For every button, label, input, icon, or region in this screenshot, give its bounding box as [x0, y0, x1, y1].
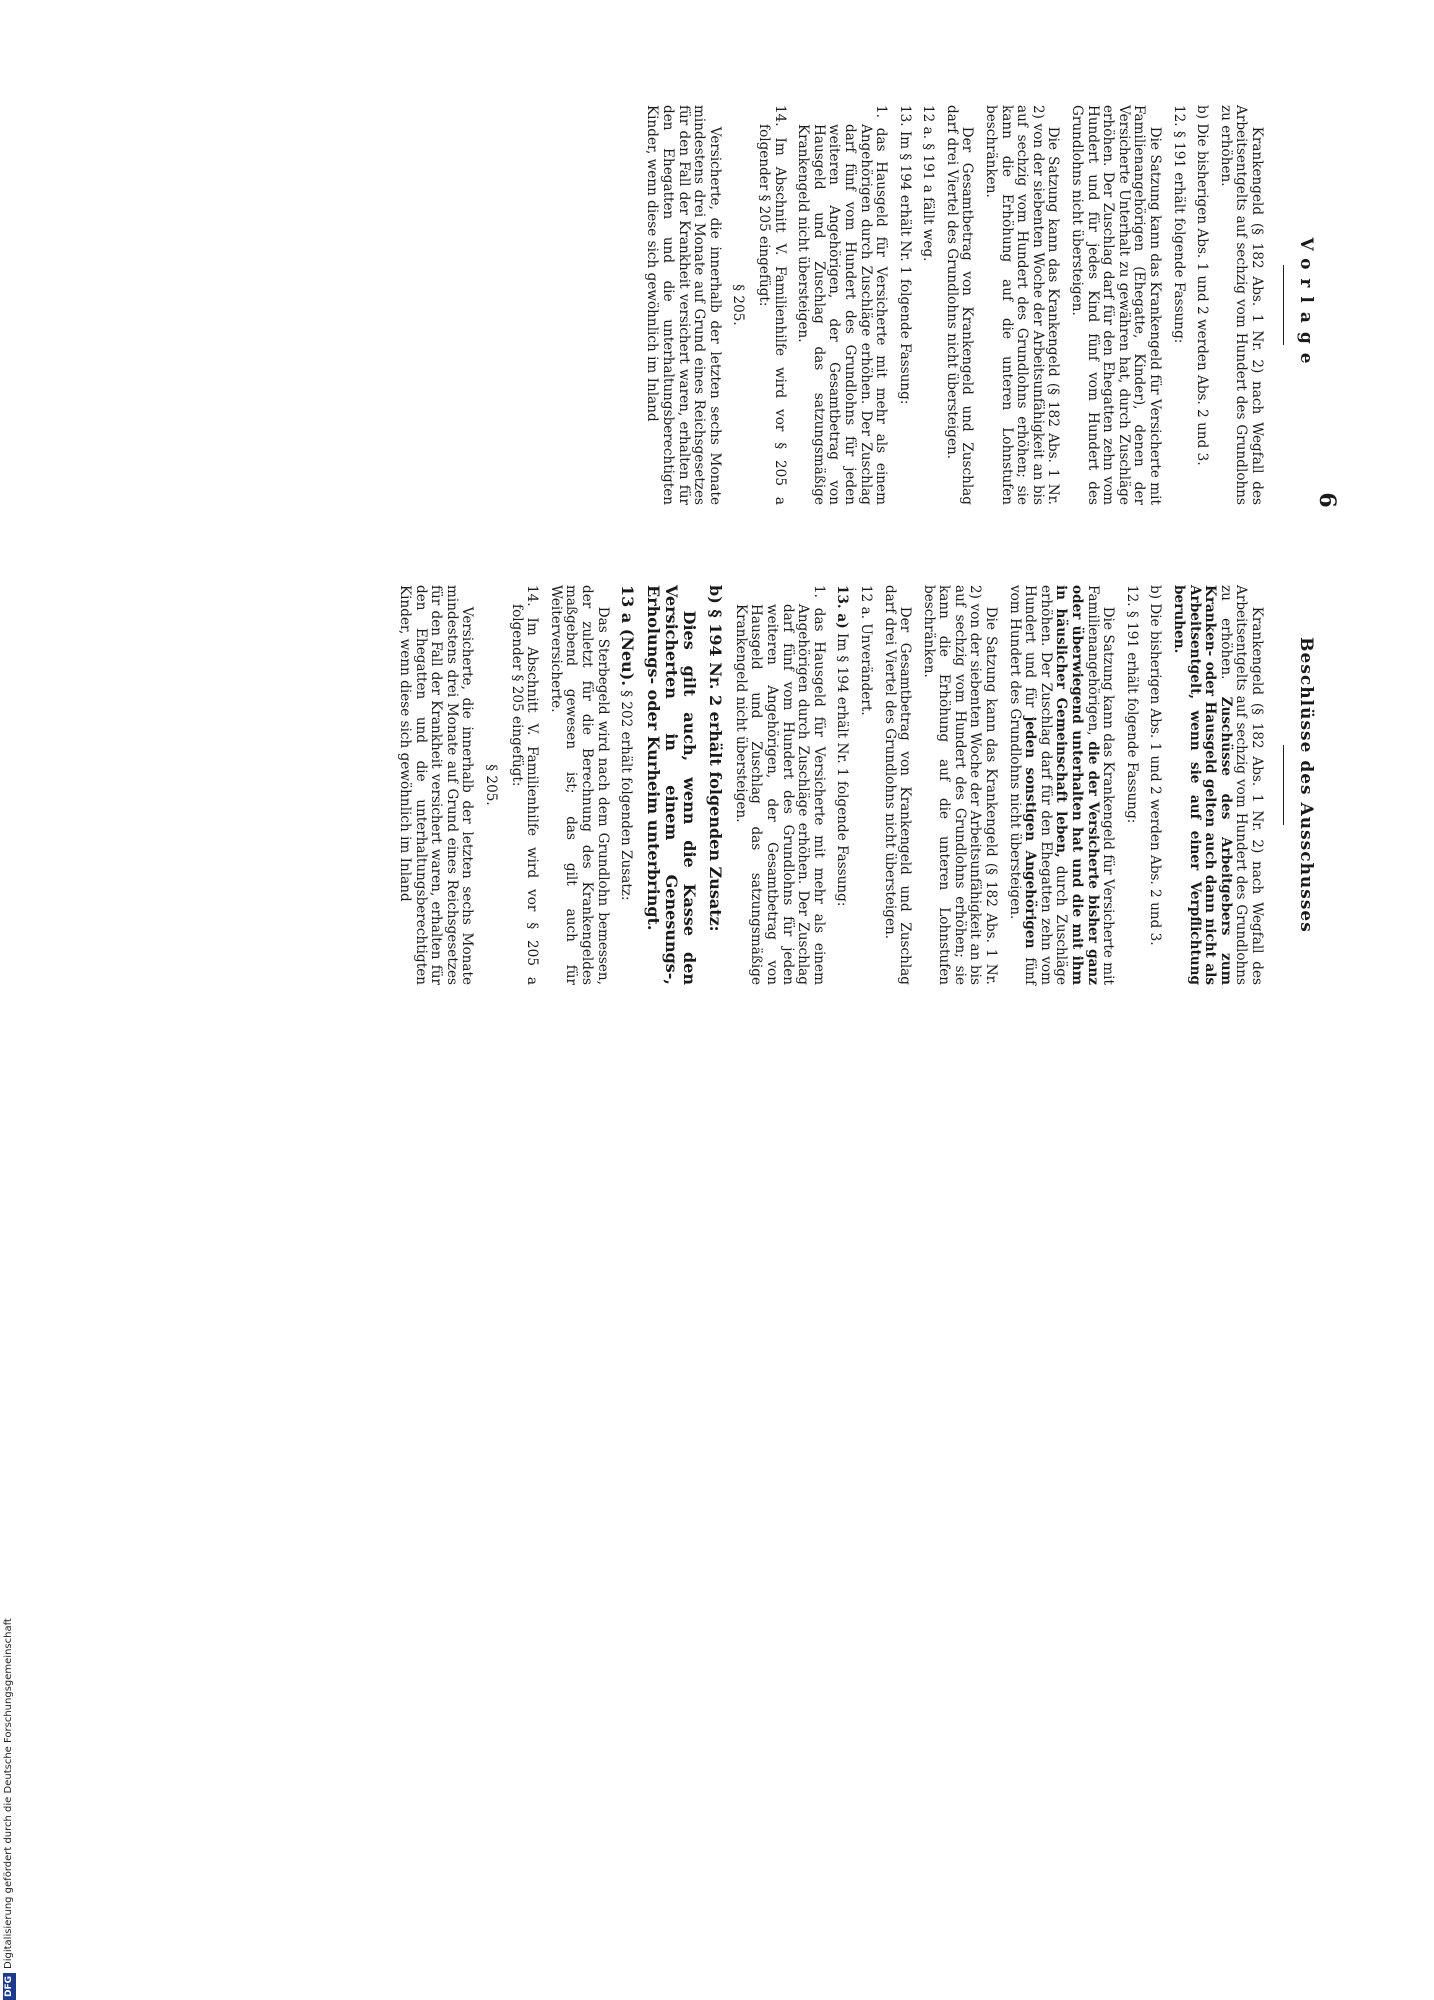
right-paragraph: b) Die bisherigen Abs. 1 und 2 werden Abs. 2 und 3. [1147, 585, 1164, 946]
right-amendment-text: 13. a) [834, 585, 851, 629]
right-paragraph: 14. Im Abschnitt V. Familienhilfe wird vor § 205 a folgender § 205 eingefügt: [508, 585, 541, 985]
left-paragraph: 1. das Hausgeld für Versicherte mit mehr als einem Angehörigen durch Zuschläge erhöhen. Der Zuschlag darf fünf vom Hundert des Grundlohns für jeden weiteren Angehörigen, der Gesamtbetrag von Hausgeld und Zuschlag das satzungsmäßige Krankengeld nicht übersteigen. [795, 105, 890, 505]
right-amendment-text: jeden sonstigen Angehörigen [1022, 716, 1039, 949]
right-column-header: Beschlüsse des Ausschusses [1296, 637, 1316, 933]
left-column-header: Vorlage [1296, 237, 1316, 373]
page-number: 6 [1314, 492, 1340, 508]
left-column [636, 105, 1264, 505]
right-section-heading: § 205. [483, 764, 500, 806]
left-paragraph: 14. Im Abschnitt V. Familienhilfe wird vor § 205 a folgender § 205 eingefügt: [755, 105, 788, 505]
right-amendment-heading: b) § 194 Nr. 2 erhält folgenden Zusatz: [706, 585, 726, 932]
right-amendment-heading: 13 a (Neu). [618, 585, 638, 686]
right-paragraph: Die Satzung kann das Krankengeld (§ 182 Abs. 1 Nr. 2) von der siebenten Woche der Arbeitsunfähigkeit an bis auf sechzig vom Hundert des Grundlohns erhöhen; sie kann die Erhöhung auf die unteren Lohnstufen beschränken. [920, 585, 1000, 985]
right-paragraph: Der Gesamtbetrag von Krankengeld und Zuschlag darf drei Viertel des Grundlohns nicht übersteigen. [881, 585, 914, 985]
right-text: Die Satzung kann das Krankengeld für Versicherte mit Familienangehörigen, [1084, 585, 1117, 985]
left-paragraph: 13. Im § 194 erhält Nr. 1 folgende Fassung: [896, 105, 913, 405]
right-text: fünf vom Hundert des Grundlohns nicht übersteigen. [1006, 585, 1039, 985]
left-section-heading: § 205. [730, 284, 747, 326]
right-amendment-text: Zuschüsse des Arbeitgebers zum Kranken- oder Hausgeld gelten auch dann nicht als Arbeitsentgelt, wenn sie auf einer Verpflichtung beruhen. [1171, 585, 1234, 985]
left-paragraph: 12. § 191 erhält folgende Fassung: [1170, 105, 1187, 344]
right-paragraph: Versicherte, die innerhalb der letzten sechs Monate mindestens drei Monate auf Grund eines Reichsgesetzes für den Fall der Krankheit versichert waren, erhalten für den Ehegatten und die unterhaltungsberechtigten Kinder, wenn diese sich gewöhnlich im Inland [397, 585, 476, 985]
left-paragraph: Krankengeld (§ 182 Abs. 1 Nr. 2) nach Wegfall des Arbeitsentgelts auf sechzig vom Hundert des Grundlohns zu erhöhen. [1217, 105, 1265, 505]
right-text: durch Zuschläge erhöhen. Der Zuschlag darf für den Ehegatten zehn vom Hundert und für [1022, 585, 1070, 985]
right-paragraph: Das Sterbegeld wird nach dem Grundlohn bemessen, der zuletzt für die Berechnung des Krankengeldes maßgebend gewesen ist; das gilt auch für Weiterversicherte. [547, 585, 611, 985]
left-paragraph: 12 a. § 191 a fällt weg. [920, 105, 937, 262]
right-text: Krankengeld (§ 182 Abs. 1 Nr. 2) nach Wegfall des Arbeitsentgelts auf sechzig vom Hundert des Grundlohns zu erhöhen. [1217, 585, 1265, 985]
right-paragraph [618, 585, 637, 985]
right-amendment-text: Dies gilt auch, wenn die Kasse den Versicherten in einem Genesungs-, Erholungs- oder Kurheim unterbringt. [644, 585, 700, 985]
left-paragraph: Die Satzung kann das Krankengeld für Versicherte mit Familienangehörigen (Ehegatte, Kinder), denen der Versicherte Unterhalt zu gewähren hat, durch Zuschläge erhöhen. Der Zuschlag darf für den Ehegatten zehn vom Hundert und für jedes Kind fünf vom Hundert des Grundlohns nicht übersteigen. [1069, 105, 1164, 505]
right-paragraph: 12 a. Unverändert. [857, 585, 874, 716]
digitization-footer [0, 1000, 18, 2000]
right-paragraph [1170, 585, 1264, 985]
right-paragraph: 1. das Hausgeld für Versicherte mit mehr als einem Angehörigen durch Zuschläge erhöhen. Der Zuschlag darf fünf vom Hundert des Grundlohns für jeden weiteren Angehörigen, der Gesamtbetrag von Hausgeld und Zuschlag das satzungsmäßige Krankengeld nicht übersteigen. [732, 585, 827, 985]
left-paragraph: Versicherte, die innerhalb der letzten sechs Monate mindestens drei Monate auf Grund eines Reichsgesetzes für den Fall der Krankheit versichert waren, erhalten für den Ehegatten und die unterhaltungsberechtigten Kinder, wenn diese sich gewöhnlich im Inland [644, 105, 723, 505]
left-paragraph: b) Die bisherigen Abs. 1 und 2 werden Abs. 2 und 3. [1194, 105, 1211, 466]
right-paragraph [834, 585, 850, 985]
footer-text: Digitalisierung gefördert durch die Deutsche Forschungsgemeinschaft [3, 1618, 14, 1969]
right-paragraph [1006, 585, 1115, 985]
left-header-rule [1283, 265, 1284, 345]
left-paragraph: Der Gesamtbetrag von Krankengeld und Zuschlag darf drei Viertel des Grundlohns nicht übersteigen. [943, 105, 976, 505]
dfg-logo: DFG [3, 1973, 16, 2000]
right-text: § 202 erhält folgenden Zusatz: [618, 690, 635, 901]
right-header-rule [1283, 745, 1284, 825]
right-amendment-text: die der Versicherte bisher ganz oder überwiegend unterhalten hat und die mit ihm in häuslicher Gemeinschaft leben, [1053, 585, 1101, 985]
left-paragraph: Die Satzung kann das Krankengeld (§ 182 Abs. 1 Nr. 2) von der siebenten Woche der Arbeitsunfähigkeit an bis auf sechzig vom Hundert des Grundlohns erhöhen; sie kann die Erhöhung auf die unteren Lohnstufen beschränken. [983, 105, 1062, 505]
right-paragraph: 12. § 191 erhält folgende Fassung: [1123, 585, 1140, 824]
right-text: Im § 194 erhält Nr. 1 folgende Fassung: [834, 632, 851, 907]
right-column [388, 585, 1264, 985]
